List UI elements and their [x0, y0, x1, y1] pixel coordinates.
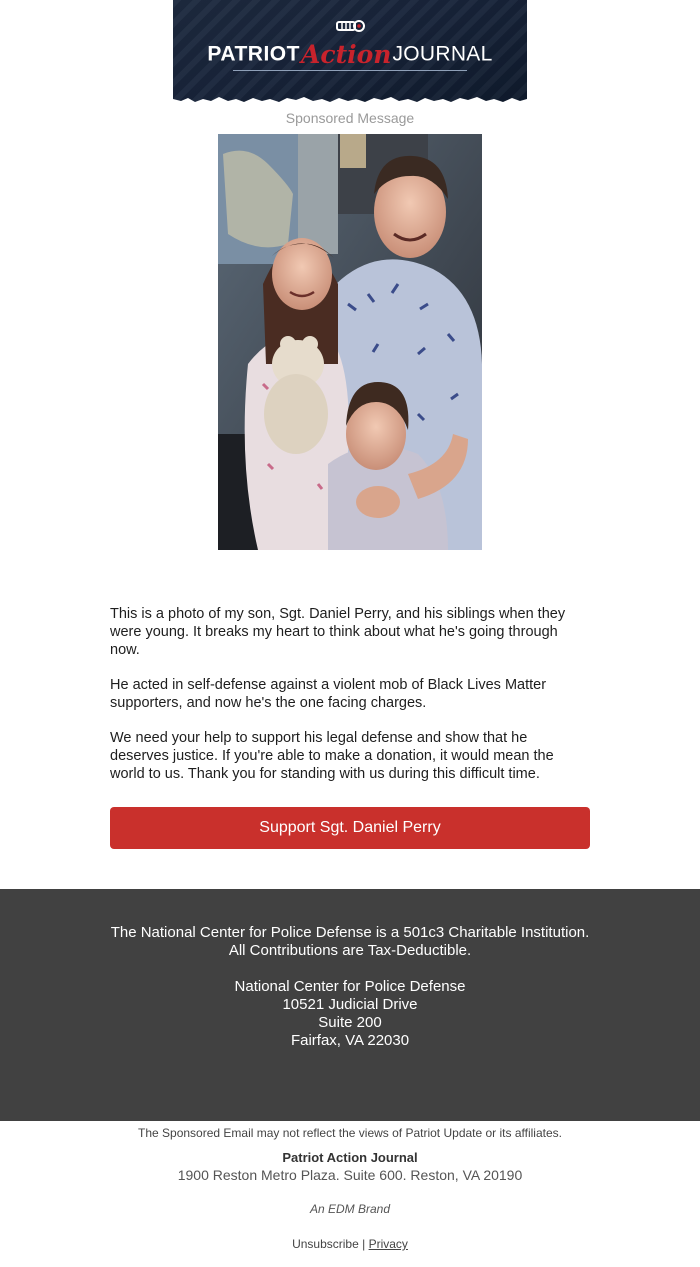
footer-links — [0, 1237, 700, 1251]
body-paragraph-3: We need your help to support his legal defense and show that he deserves justice. If you're able to make a donation, it would mean the world to us. Thank you for standing with us during this difficult time. — [110, 730, 554, 782]
brand-tagline: An EDM Brand — [309, 1202, 391, 1216]
address-line: 10521 Judicial Drive — [282, 996, 418, 1013]
address-line: Fairfax, VA 22030 — [290, 1032, 410, 1049]
logo-underline — [233, 70, 467, 71]
photo-illustration — [218, 134, 482, 550]
disclaimer: The Sponsored Email may not reflect the views of Patriot Update or its affiliates. — [138, 1126, 562, 1140]
charity-line-1: The National Center for Police Defense is a 501c3 Charitable Institution. — [110, 924, 590, 941]
body-paragraph-2: He acted in self-defense against a violent mob of Black Lives Matter supporters, and now he's the one facing charges. — [110, 677, 547, 711]
address-line: National Center for Police Defense — [234, 978, 466, 995]
family-photo — [218, 134, 482, 550]
brand-address: 1900 Reston Metro Plaza. Suite 600. Reston, VA 20190 — [177, 1167, 523, 1183]
torn-edge — [173, 92, 527, 106]
charity-line-2: All Contributions are Tax-Deductible. — [228, 942, 472, 959]
link-separator: | — [362, 1237, 366, 1251]
address-line: Suite 200 — [318, 1014, 382, 1031]
header-banner — [173, 0, 527, 106]
brand-name: Patriot Action Journal — [282, 1150, 418, 1165]
charity-address — [0, 978, 700, 1050]
privacy-link[interactable]: Privacy — [368, 1237, 408, 1251]
logo-action: Action — [300, 40, 392, 69]
charity-statement — [0, 924, 700, 960]
microphone-icon — [335, 14, 365, 38]
body-paragraph-1: This is a photo of my son, Sgt. Daniel Perry, and his siblings when they were young. It breaks my heart to think about what he's going through now. — [110, 606, 566, 658]
sponsored-label: Sponsored Message — [285, 110, 415, 126]
unsubscribe-link[interactable]: Unsubscribe — [292, 1237, 359, 1251]
support-button[interactable]: Support Sgt. Daniel Perry — [110, 807, 590, 849]
logo-patriot: PATRIOT — [207, 42, 300, 66]
logo — [173, 40, 527, 69]
charity-footer — [0, 889, 700, 1121]
logo-journal: JOURNAL — [392, 42, 493, 66]
